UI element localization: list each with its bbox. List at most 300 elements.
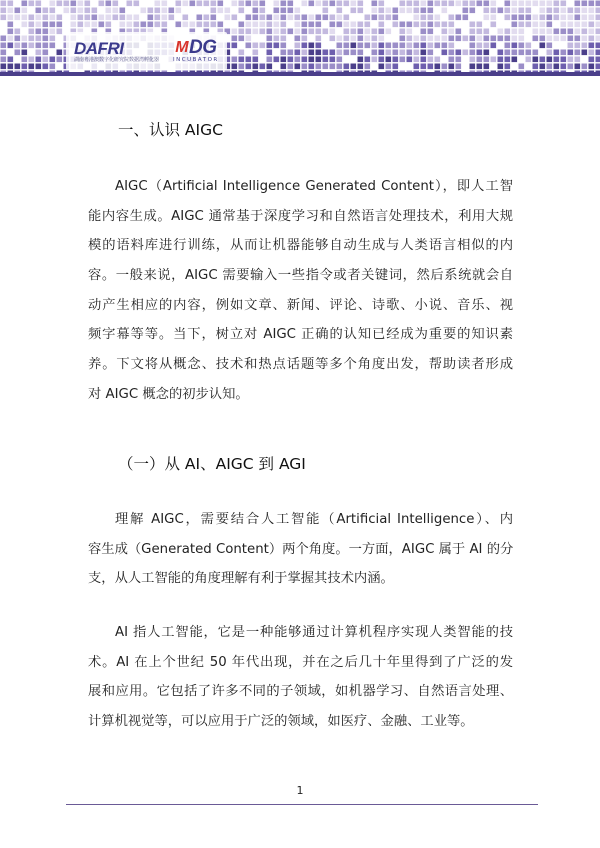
- logo-mdg-text: [175, 38, 216, 57]
- mosaic-tile: [561, 15, 567, 21]
- mosaic-tile: [8, 64, 14, 70]
- mosaic-tile: [281, 64, 287, 70]
- mosaic-tile: [57, 50, 63, 56]
- mosaic-tile: [197, 15, 203, 21]
- mosaic-tile: [232, 43, 238, 49]
- mosaic-tile: [379, 57, 385, 63]
- mosaic-tile: [344, 36, 350, 42]
- mosaic-tile: [554, 57, 560, 63]
- mosaic-tile: [589, 43, 595, 49]
- mosaic-tile: [197, 22, 203, 28]
- mosaic-tile: [484, 8, 490, 14]
- mosaic-tile: [316, 22, 322, 28]
- mosaic-tile: [288, 15, 294, 21]
- mosaic-tile: [421, 15, 427, 21]
- mosaic-tile: [330, 64, 336, 70]
- mosaic-tile: [302, 15, 308, 21]
- mosaic-tile: [547, 1, 553, 7]
- mosaic-tile: [295, 57, 301, 63]
- mosaic-tile: [435, 57, 441, 63]
- mosaic-tile: [43, 22, 49, 28]
- mosaic-tile: [358, 50, 364, 56]
- mosaic-tile: [85, 15, 91, 21]
- mosaic-tile: [85, 1, 91, 7]
- mosaic-tile: [400, 29, 406, 35]
- mosaic-tile: [8, 29, 14, 35]
- mosaic-tile: [22, 43, 28, 49]
- paragraph-line: 能内容生成。AIGC 通常基于深度学习和自然语言处理技术，利用大规: [88, 208, 513, 224]
- mosaic-tile: [365, 29, 371, 35]
- mosaic-tile: [309, 22, 315, 28]
- mosaic-tile: [428, 57, 434, 63]
- mosaic-tile: [99, 1, 105, 7]
- mosaic-tile: [393, 22, 399, 28]
- mosaic-tile: [526, 57, 532, 63]
- mosaic-tile: [323, 57, 329, 63]
- mosaic-tile: [8, 36, 14, 42]
- mosaic-tile: [407, 29, 413, 35]
- mosaic-tile: [29, 57, 35, 63]
- mosaic-tile: [470, 43, 476, 49]
- mosaic-tile: [274, 29, 280, 35]
- mosaic-tile: [407, 1, 413, 7]
- logo-mdg-letters: DG: [189, 37, 217, 58]
- mosaic-tile: [365, 22, 371, 28]
- mosaic-tile: [204, 15, 210, 21]
- mosaic-tile: [176, 1, 182, 7]
- mosaic-tile: [428, 29, 434, 35]
- mosaic-tile: [414, 8, 420, 14]
- mosaic-tile: [64, 8, 70, 14]
- mosaic-tile: [337, 50, 343, 56]
- mosaic-tile: [197, 1, 203, 7]
- paragraph-line: 支，从人工智能的角度理解有利于掌握其技术内涵。: [88, 571, 394, 587]
- mosaic-tile: [414, 1, 420, 7]
- mosaic-tile: [428, 15, 434, 21]
- mosaic-tile: [533, 15, 539, 21]
- mosaic-tile: [428, 43, 434, 49]
- mosaic-tile: [484, 50, 490, 56]
- mosaic-tile: [540, 15, 546, 21]
- mosaic-tile: [533, 36, 539, 42]
- mosaic-tile: [246, 57, 252, 63]
- mosaic-tile: [1, 57, 7, 63]
- mosaic-tile: [239, 29, 245, 35]
- mosaic-tile: [302, 36, 308, 42]
- mosaic-tile: [442, 36, 448, 42]
- mosaic-tile: [358, 36, 364, 42]
- mosaic-tile: [274, 8, 280, 14]
- mosaic-tile: [351, 64, 357, 70]
- mosaic-tile: [43, 36, 49, 42]
- mosaic-tile: [547, 64, 553, 70]
- mosaic-tile: [22, 57, 28, 63]
- mosaic-tile: [421, 43, 427, 49]
- mosaic-tile: [491, 57, 497, 63]
- mosaic-tile: [78, 1, 84, 7]
- mosaic-tile: [407, 43, 413, 49]
- mosaic-tile: [267, 57, 273, 63]
- mosaic-tile: [568, 36, 574, 42]
- mosaic-tile: [372, 36, 378, 42]
- mosaic-tile: [344, 64, 350, 70]
- mosaic-tile: [92, 22, 98, 28]
- mosaic-tile: [512, 36, 518, 42]
- mosaic-tile: [309, 50, 315, 56]
- mosaic-tile: [491, 15, 497, 21]
- mosaic-tile: [351, 22, 357, 28]
- mosaic-tile: [253, 8, 259, 14]
- mosaic-tile: [148, 8, 154, 14]
- mosaic-tile: [484, 64, 490, 70]
- mosaic-tile: [575, 36, 581, 42]
- mosaic-tile: [400, 50, 406, 56]
- mosaic-tile: [421, 64, 427, 70]
- mosaic-tile: [582, 22, 588, 28]
- mosaic-tile: [29, 36, 35, 42]
- mosaic-tile: [512, 50, 518, 56]
- mosaic-tile: [99, 22, 105, 28]
- mosaic-tile: [470, 22, 476, 28]
- mosaic-tile: [330, 36, 336, 42]
- mosaic-tile: [232, 1, 238, 7]
- mosaic-tile: [400, 43, 406, 49]
- mosaic-tile: [57, 29, 63, 35]
- mosaic-tile: [568, 8, 574, 14]
- mosaic-tile: [218, 22, 224, 28]
- mosaic-tile: [596, 29, 600, 35]
- mosaic-tile: [547, 15, 553, 21]
- mosaic-tile: [561, 8, 567, 14]
- mosaic-tile: [547, 29, 553, 35]
- mosaic-tile: [148, 15, 154, 21]
- mosaic-tile: [470, 1, 476, 7]
- mosaic-tile: [533, 1, 539, 7]
- mosaic-tile: [379, 15, 385, 21]
- mosaic-tile: [330, 1, 336, 7]
- mosaic-tile: [414, 57, 420, 63]
- mosaic-tile: [190, 1, 196, 7]
- mosaic-tile: [470, 36, 476, 42]
- mosaic-tile: [309, 29, 315, 35]
- mosaic-tile: [442, 64, 448, 70]
- mosaic-tile: [596, 43, 600, 49]
- mosaic-tile: [351, 43, 357, 49]
- mosaic-tile: [43, 29, 49, 35]
- mosaic-tile: [582, 64, 588, 70]
- mosaic-tile: [344, 1, 350, 7]
- mosaic-tile: [169, 15, 175, 21]
- mosaic-tile: [442, 29, 448, 35]
- mosaic-tile: [57, 22, 63, 28]
- mosaic-tile: [267, 22, 273, 28]
- mosaic-tile: [155, 15, 161, 21]
- mosaic-tile: [463, 8, 469, 14]
- mosaic-tile: [393, 43, 399, 49]
- mosaic-tile: [540, 1, 546, 7]
- mosaic-tile: [302, 22, 308, 28]
- mosaic-tile: [8, 22, 14, 28]
- mosaic-tile: [141, 22, 147, 28]
- mosaic-tile: [365, 43, 371, 49]
- mosaic-tile: [337, 22, 343, 28]
- mosaic-tile: [358, 1, 364, 7]
- mosaic-tile: [512, 1, 518, 7]
- mosaic-tile: [491, 1, 497, 7]
- mosaic-tile: [575, 43, 581, 49]
- mosaic-tile: [274, 1, 280, 7]
- mosaic-tile: [596, 15, 600, 21]
- mosaic-tile: [470, 64, 476, 70]
- mosaic-tile: [449, 64, 455, 70]
- mosaic-tile: [8, 15, 14, 21]
- mosaic-tile: [526, 15, 532, 21]
- mosaic-tile: [43, 50, 49, 56]
- mosaic-tile: [337, 57, 343, 63]
- mosaic-tile: [421, 50, 427, 56]
- mosaic-tile: [533, 64, 539, 70]
- mosaic-tile: [57, 15, 63, 21]
- mosaic-tile: [50, 8, 56, 14]
- mosaic-tile: [78, 15, 84, 21]
- mosaic-tile: [22, 22, 28, 28]
- mosaic-tile: [442, 50, 448, 56]
- header-mosaic-band: [0, 0, 600, 76]
- paragraph-line: 模的语料库进行训练，从而让机器能够自动生成与人类语言相似的内: [88, 238, 513, 254]
- mosaic-tile: [491, 22, 497, 28]
- mosaic-tile: [568, 15, 574, 21]
- mosaic-tile: [162, 22, 168, 28]
- mosaic-tile: [337, 15, 343, 21]
- mosaic-tile: [372, 50, 378, 56]
- mosaic-tile: [113, 8, 119, 14]
- paragraph-ai-definition: [88, 618, 513, 737]
- mosaic-tile: [505, 50, 511, 56]
- mosaic-tile: [281, 29, 287, 35]
- page-number: 1: [296, 784, 304, 797]
- mosaic-tile: [554, 1, 560, 7]
- mosaic-tile: [274, 43, 280, 49]
- mosaic-tile: [533, 57, 539, 63]
- mosaic-tile: [540, 36, 546, 42]
- mosaic-tile: [274, 15, 280, 21]
- mosaic-tile: [351, 36, 357, 42]
- mosaic-tile: [512, 29, 518, 35]
- mosaic-tile: [575, 1, 581, 7]
- mosaic-tile: [365, 64, 371, 70]
- mosaic-tile: [561, 64, 567, 70]
- mosaic-tile: [526, 22, 532, 28]
- mosaic-tile: [288, 64, 294, 70]
- mosaic-tile: [302, 50, 308, 56]
- mosaic-tile: [393, 50, 399, 56]
- mosaic-tile: [113, 15, 119, 21]
- mosaic-tile: [442, 43, 448, 49]
- mosaic-tile: [421, 1, 427, 7]
- mosaic-tile: [358, 29, 364, 35]
- mosaic-tile: [379, 22, 385, 28]
- mosaic-tile: [470, 50, 476, 56]
- mosaic-tile: [15, 43, 21, 49]
- mosaic-tile: [372, 57, 378, 63]
- mosaic-tile: [29, 22, 35, 28]
- mosaic-tile: [204, 22, 210, 28]
- mosaic-tile: [246, 29, 252, 35]
- mosaic-tile: [449, 43, 455, 49]
- mosaic-tile: [29, 1, 35, 7]
- mosaic-tile: [106, 1, 112, 7]
- mosaic-tile: [330, 29, 336, 35]
- mosaic-tile: [295, 43, 301, 49]
- logo-dafri: [74, 40, 159, 63]
- mosaic-tile: [1, 1, 7, 7]
- mosaic-tile: [519, 1, 525, 7]
- mosaic-tile: [519, 8, 525, 14]
- mosaic-tile: [477, 36, 483, 42]
- mosaic-tile: [575, 8, 581, 14]
- mosaic-tile: [211, 8, 217, 14]
- mosaic-tile: [246, 22, 252, 28]
- mosaic-tile: [372, 29, 378, 35]
- mosaic-tile: [561, 22, 567, 28]
- paragraph-line: 计算机视觉等，可以应用于广泛的领域，如医疗、金融、工业等。: [88, 714, 474, 730]
- mosaic-tile: [22, 36, 28, 42]
- mosaic-tile: [435, 22, 441, 28]
- mosaic-tile: [323, 8, 329, 14]
- mosaic-tile: [498, 50, 504, 56]
- mosaic-tile: [428, 22, 434, 28]
- mosaic-tile: [400, 1, 406, 7]
- mosaic-tile: [232, 29, 238, 35]
- mosaic-tile: [162, 15, 168, 21]
- mosaic-tile: [393, 64, 399, 70]
- mosaic-tile: [463, 50, 469, 56]
- mosaic-tile: [428, 8, 434, 14]
- mosaic-tile: [29, 43, 35, 49]
- mosaic-tile: [22, 50, 28, 56]
- mosaic-tile: [449, 22, 455, 28]
- mosaic-tile: [43, 57, 49, 63]
- paragraph-line: 动产生相应的内容，例如文章、新闻、评论、诗歌、小说、音乐、视: [88, 297, 513, 313]
- mosaic-tile: [120, 22, 126, 28]
- logo-dafri-subtitle: 湖南粤港澳数字化研究院数据湾孵化器: [74, 56, 160, 63]
- mosaic-tile: [239, 8, 245, 14]
- mosaic-tile: [64, 1, 70, 7]
- mosaic-tile: [36, 43, 42, 49]
- mosaic-tile: [582, 43, 588, 49]
- mosaic-tile: [302, 29, 308, 35]
- mosaic-tile: [596, 57, 600, 63]
- mosaic-tile: [344, 43, 350, 49]
- mosaic-tile: [400, 8, 406, 14]
- mosaic-tile: [15, 29, 21, 35]
- mosaic-tile: [29, 29, 35, 35]
- paragraph-line: AIGC（Artificial Intelligence Generated Content），即人工智: [115, 179, 513, 194]
- mosaic-tile: [547, 8, 553, 14]
- mosaic-tile: [337, 43, 343, 49]
- mosaic-tile: [141, 8, 147, 14]
- mosaic-tile: [407, 57, 413, 63]
- mosaic-tile: [456, 64, 462, 70]
- mosaic-tile: [407, 8, 413, 14]
- section-heading-1: 一、认识 AIGC: [118, 121, 223, 139]
- mosaic-tile: [379, 43, 385, 49]
- mosaic-tile: [386, 50, 392, 56]
- mosaic-tile: [50, 36, 56, 42]
- mosaic-tile: [358, 8, 364, 14]
- mosaic-tile: [358, 43, 364, 49]
- mosaic-tile: [288, 29, 294, 35]
- mosaic-tile: [421, 36, 427, 42]
- mosaic-tile: [50, 1, 56, 7]
- mosaic-tile: [582, 15, 588, 21]
- mosaic-tile: [400, 22, 406, 28]
- mosaic-tile: [575, 22, 581, 28]
- mosaic-tile: [596, 22, 600, 28]
- mosaic-tile: [253, 29, 259, 35]
- mosaic-tile: [540, 43, 546, 49]
- mosaic-tile: [512, 15, 518, 21]
- paragraph-line: AI 指人工智能，它是一种能够通过计算机程序实现人类智能的技: [115, 625, 513, 640]
- mosaic-tile: [239, 64, 245, 70]
- mosaic-tile: [554, 8, 560, 14]
- mosaic-tile: [36, 1, 42, 7]
- mosaic-tile: [351, 50, 357, 56]
- mosaic-tile: [414, 43, 420, 49]
- mosaic-tile: [575, 64, 581, 70]
- mosaic-tile: [498, 8, 504, 14]
- mosaic-tile: [393, 8, 399, 14]
- mosaic-tile: [295, 22, 301, 28]
- mosaic-tile: [302, 64, 308, 70]
- mosaic-tile: [1, 36, 7, 42]
- mosaic-tile: [568, 50, 574, 56]
- mosaic-tile: [596, 64, 600, 70]
- mosaic-tile: [582, 50, 588, 56]
- mosaic-tile: [435, 1, 441, 7]
- mosaic-tile: [484, 36, 490, 42]
- mosaic-tile: [1, 64, 7, 70]
- mosaic-tile: [386, 29, 392, 35]
- mosaic-tile: [449, 15, 455, 21]
- mosaic-tile: [288, 57, 294, 63]
- mosaic-tile: [302, 57, 308, 63]
- mosaic-tile: [442, 8, 448, 14]
- mosaic-tile: [162, 1, 168, 7]
- mosaic-tile: [596, 50, 600, 56]
- mosaic-tile: [29, 64, 35, 70]
- mosaic-tile: [568, 22, 574, 28]
- mosaic-tile: [568, 29, 574, 35]
- mosaic-tile: [22, 15, 28, 21]
- mosaic-tile: [253, 22, 259, 28]
- mosaic-tile: [477, 22, 483, 28]
- mosaic-tile: [57, 1, 63, 7]
- mosaic-tile: [71, 15, 77, 21]
- mosaic-tile: [561, 29, 567, 35]
- mosaic-tile: [519, 64, 525, 70]
- mosaic-tile: [274, 57, 280, 63]
- mosaic-tile: [225, 8, 231, 14]
- mosaic-tile: [43, 43, 49, 49]
- mosaic-tile: [8, 1, 14, 7]
- mosaic-tile: [407, 50, 413, 56]
- mosaic-tile: [85, 22, 91, 28]
- mosaic-tile: [400, 57, 406, 63]
- mosaic-tile: [288, 50, 294, 56]
- mosaic-tile: [295, 29, 301, 35]
- mosaic-tile: [561, 36, 567, 42]
